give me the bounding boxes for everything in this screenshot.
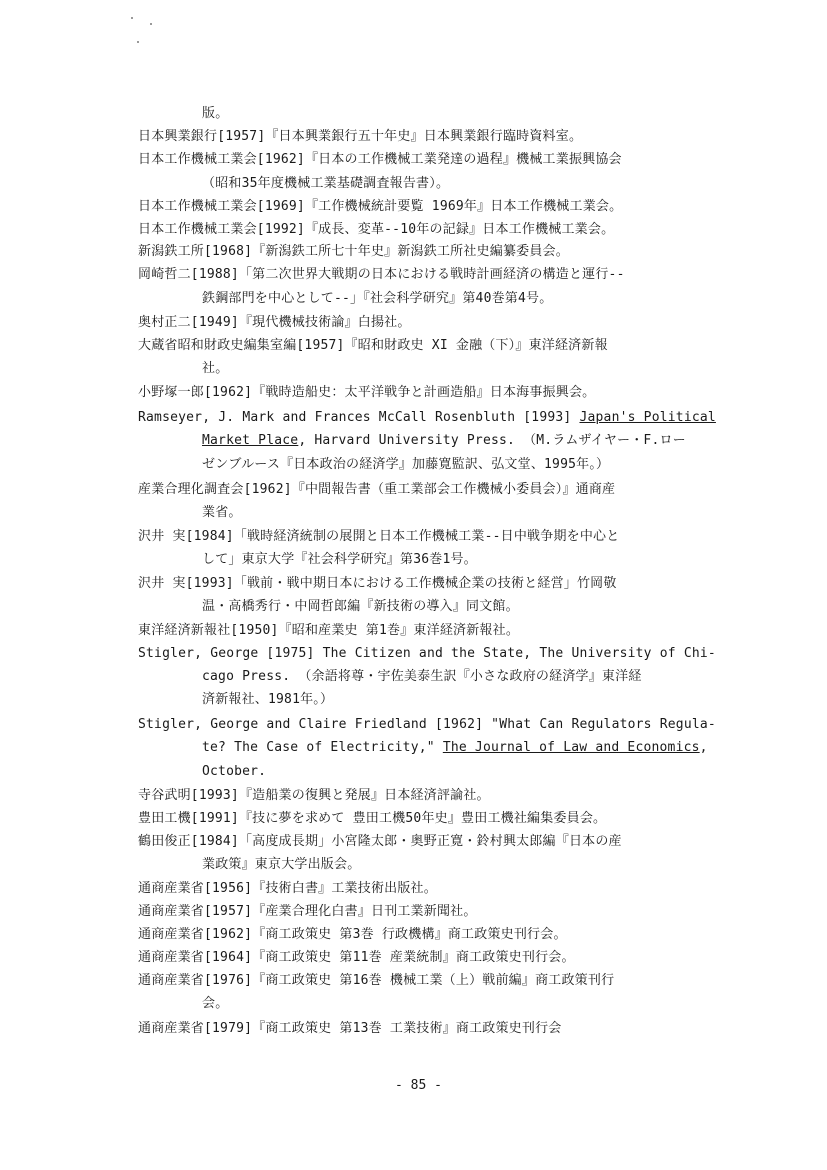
ref-line: cago Press. （余語将尊・宇佐美泰生訳『小さな政府の経済学』東洋経 <box>202 669 642 684</box>
ref-line: 産業合理化調査会[1962]『中間報告書（重工業部会工作機械小委員会）』通商産 <box>138 482 616 497</box>
book-title: Market Place <box>202 433 299 448</box>
ref-line: 大蔵省昭和財政史編集室編[1957]『昭和財政史 XI 金融（下）』東洋経済新報 <box>138 338 608 353</box>
ref-line: 温・高橋秀行・中岡哲郎編『新技術の導入』同文館。 <box>202 599 519 614</box>
ref-line: ゼンブルース『日本政治の経済学』加藤寛監訳、弘文堂、1995年。） <box>202 457 610 472</box>
page-number: - 85 - <box>395 1078 442 1093</box>
ref-line: 会。 <box>202 996 229 1011</box>
ref-line: 鶴田俊正[1984]「高度成長期」小宮隆太郎・奥野正寛・鈴村興太郎編『日本の産 <box>138 834 622 849</box>
book-title: Japan's Political <box>579 410 716 425</box>
ref-line <box>202 739 708 757</box>
ref-line: 奥村正二[1949]『現代機械技術論』白揚社。 <box>138 315 411 330</box>
ref-line <box>138 409 716 427</box>
ref-line: 通商産業省[1979]『商工政策史 第13巻 工業技術』商工政策史刊行会 <box>138 1021 562 1036</box>
ref-line: 通商産業省[1956]『技術白書』工業技術出版社。 <box>138 881 437 896</box>
ref-line: 東洋経済新報社[1950]『昭和産業史 第1巻』東洋経済新報社。 <box>138 623 520 638</box>
ref-line: 沢井 実[1993]「戦前・戦中期日本における工作機械企業の技術と経営」竹岡敬 <box>138 576 617 591</box>
ref-line: 豊田工機[1991]『技に夢を求めて 豊田工機50年史』豊田工機社編集委員会。 <box>138 811 607 826</box>
ref-line: 寺谷武明[1993]『造船業の復興と発展』日本経済評論社。 <box>138 788 490 803</box>
ref-line: 通商産業省[1957]『産業合理化白書』日刊工業新聞社。 <box>138 904 477 919</box>
ref-line: 新潟鉄工所[1968]『新潟鉄工所七十年史』新潟鉄工所社史編纂委員会。 <box>138 244 569 259</box>
ref-text: Ramseyer, J. Mark and Frances McCall Rosenbluth [1993] <box>138 410 580 425</box>
journal-title: The Journal of Law and Economics <box>442 740 700 755</box>
ref-text: te? The Case of Electricity," <box>202 740 443 755</box>
ref-line: 日本工作機械工業会[1962]『日本の工作機械工業発達の過程』機械工業振興協会 <box>138 152 622 167</box>
ref-line: 通商産業省[1962]『商工政策史 第3巻 行政機構』商工政策史刊行会。 <box>138 927 567 942</box>
ref-line: 業政策』東京大学出版会。 <box>202 857 361 872</box>
ref-line: Stigler, George [1975] The Citizen and the State, The University of Chi- <box>138 646 716 661</box>
ref-line: 版。 <box>202 106 229 121</box>
ref-line: 業省。 <box>202 505 242 520</box>
ref-line: October. <box>202 764 267 779</box>
ref-line: 岡崎哲二[1988]「第二次世界大戦期の日本における戦時計画経済の構造と運行-- <box>138 267 625 282</box>
ref-line: して」東京大学『社会科学研究』第36巻1号。 <box>202 552 477 567</box>
ref-text: , Harvard University Press. （M.ラムザイヤー・F.ロー <box>298 433 686 448</box>
ref-line: 通商産業省[1976]『商工政策史 第16巻 機械工業（上）戦前編』商工政策刊行 <box>138 973 615 988</box>
ref-line: 社。 <box>202 361 229 376</box>
ref-text: , <box>699 740 708 755</box>
ref-line: 済新報社、1981年。） <box>202 692 334 707</box>
ref-line: Stigler, George and Claire Friedland [1962] "What Can Regulators Regula- <box>138 717 716 732</box>
ref-line: 鉄鋼部門を中心として--」『社会科学研究』第40巻第4号。 <box>202 291 553 306</box>
ref-line: 日本興業銀行[1957]『日本興業銀行五十年史』日本興業銀行臨時資料室。 <box>138 129 583 144</box>
ref-line: （昭和35年度機械工業基礎調査報告書）。 <box>202 176 450 191</box>
ref-line: 通商産業省[1964]『商工政策史 第11巻 産業統制』商工政策史刊行会。 <box>138 950 575 965</box>
ref-line: 日本工作機械工業会[1969]『工作機械統計要覧 1969年』日本工作機械工業会。 <box>138 199 623 214</box>
ref-line: 沢井 実[1984]「戦時経済統制の展開と日本工作機械工業--日中戦争期を中心と <box>138 529 620 544</box>
ref-line <box>202 432 686 450</box>
ref-line: 日本工作機械工業会[1992]『成長、変革--10年の記録』日本工作機械工業会。 <box>138 222 615 237</box>
ref-line: 小野塚一郎[1962]『戦時造船史：太平洋戦争と計画造船』日本海事振興会。 <box>138 385 596 400</box>
